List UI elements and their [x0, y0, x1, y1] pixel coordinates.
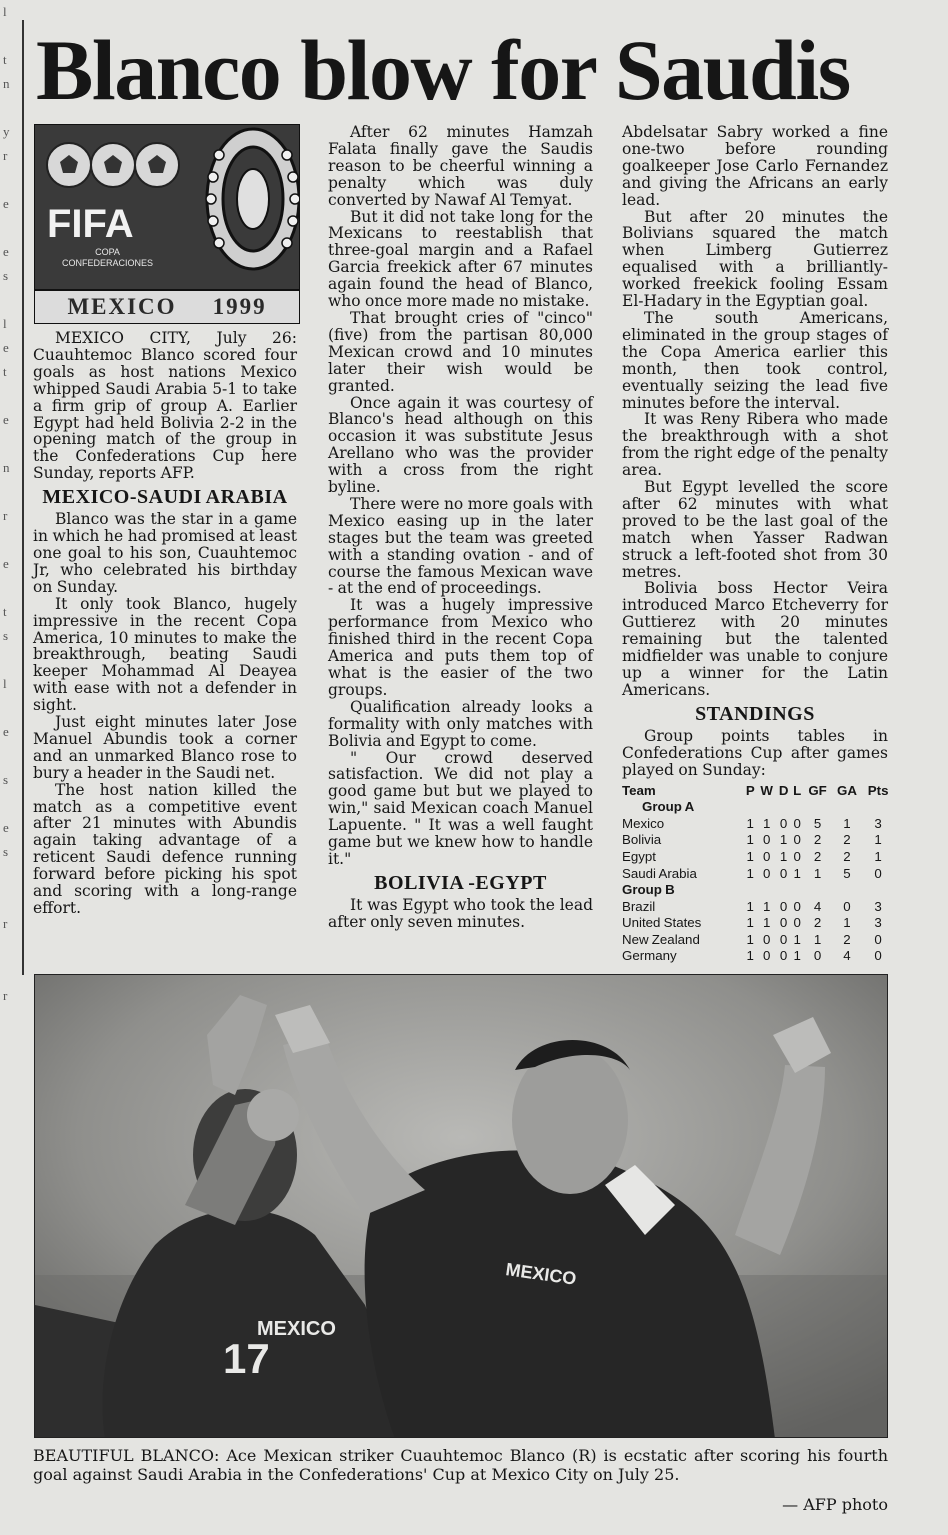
margin-fragment [3, 576, 22, 600]
article-intro: MEXICO CITY, July 26: Cuauhtemoc Blanco scored four goals as host nations Mexico whipped Saudi Arabia 5-1 to take a firm grip of group A. Earlier Egypt had held Bolivia 2-2 in the opening match of the group in the Confederations Cup here Sunday, reports AFP. [33, 329, 297, 483]
stat-cell: 1 [762, 898, 771, 914]
celebrating-players-photo [35, 975, 888, 1438]
header-cell: GA [837, 782, 857, 798]
stat-cell: 1 [843, 915, 851, 931]
stat-cell: 1 [793, 931, 801, 947]
header-cell: P [745, 782, 755, 798]
stat-cell: 1 [843, 815, 851, 831]
stat-cell: 4 [843, 948, 851, 964]
stat-cell: 0 [793, 898, 801, 914]
stat-cell: 2 [813, 848, 822, 864]
header-cell: D [778, 782, 789, 798]
stat-cell: 1 [762, 915, 771, 931]
standings-table [622, 783, 894, 966]
stat-cell: 2 [843, 931, 851, 947]
stat-cell: 0 [843, 898, 851, 914]
stat-cell: 2 [813, 915, 822, 931]
stat-cell: 0 [762, 832, 771, 848]
margin-fragment: e [3, 340, 9, 355]
stat-cell: 1 [813, 865, 822, 881]
header-cell: Team [622, 782, 656, 798]
team-name: Saudi Arabia [622, 865, 697, 881]
stat-cell: 1 [746, 865, 754, 881]
stat-cell: 1 [874, 848, 882, 864]
margin-fragment: e [3, 820, 9, 835]
margin-fragment: t [3, 52, 7, 67]
stat-cell: 1 [813, 931, 822, 947]
margin-fragment [3, 168, 22, 192]
margin-fragment [3, 960, 22, 984]
team-name: Egypt [622, 848, 657, 864]
margin-fragment [3, 792, 22, 816]
stat-cell: 0 [779, 915, 788, 931]
paragraph: It was a hugely impressive performance from Mexico who finished third in the recent Copa America and puts them top of what is the easier of the two groups. [328, 596, 593, 699]
team-name: United States [622, 915, 702, 931]
article-column-1 [33, 330, 297, 917]
paragraph: It was Reny Ribera who made the breakthrough with a shot from the right edge of the penalty area. [622, 410, 888, 480]
team-name: Germany [622, 948, 677, 964]
margin-fragment: s [3, 844, 9, 859]
margin-fragment: e [3, 724, 9, 739]
photo-credit: — AFP photo [782, 1495, 888, 1514]
margin-fragment [3, 696, 22, 720]
margin-fragment [3, 288, 22, 312]
subhead-standings: STANDINGS [695, 702, 815, 725]
margin-fragment: l [3, 316, 7, 331]
stat-cell: 0 [793, 915, 801, 931]
paragraph: " Our crowd deserved satisfaction. We did not play a good game but but we played to win," said Mexican coach Manuel Lapuente. " It was a well faught game but we knew how to handle it." [328, 748, 593, 868]
margin-fragment: t [3, 364, 7, 379]
stat-cell: 0 [779, 865, 788, 881]
stat-cell: 1 [746, 898, 754, 914]
logo-country: MEXICO [67, 294, 177, 319]
header-cell: W [760, 782, 773, 798]
group-label-row [622, 799, 894, 816]
stat-cell: 0 [779, 948, 788, 964]
margin-fragment: y [3, 124, 10, 139]
stat-cell: 0 [874, 948, 882, 964]
margin-fragment: l [3, 4, 7, 19]
stat-cell: 1 [779, 848, 788, 864]
standings-row [622, 899, 894, 916]
stat-cell: 0 [762, 848, 771, 864]
news-photo [34, 974, 888, 1438]
shirt-number: 17 [223, 1335, 270, 1382]
photo-caption: BEAUTIFUL BLANCO: Ace Mexican striker Cuauhtemoc Blanco (R) is ecstatic after scoring his fourth goal against Saudi Arabia in the Confederations' Cup at Mexico City on July 25. [33, 1446, 888, 1484]
paragraph: But it did not take long for the Mexicans to reestablish that three-goal margin and a Rafael Garcia freekick after 67 minutes again found the head of Blanco, who once more made no mistake. [328, 207, 593, 311]
fifa-wordmark: FIFA [47, 202, 134, 246]
margin-fragment: e [3, 196, 9, 211]
stat-cell: 3 [874, 915, 882, 931]
subhead-bolivia-egypt: BOLIVIA -EGYPT [374, 871, 547, 894]
paragraph: Just eight minutes later Jose Manuel Abundis took a corner and an unmarked Blanco rose to bury a header in the Saudi net. [33, 713, 297, 782]
team-name: New Zealand [622, 931, 700, 947]
stat-cell: 0 [793, 848, 801, 864]
margin-fragment: s [3, 628, 9, 643]
logo-copa-text: COPA [95, 247, 120, 257]
margin-fragment: r [3, 508, 8, 523]
stat-cell: 1 [746, 848, 754, 864]
paragraph: Abdelsatar Sabry worked a fine one-two before rounding goalkeeper Jose Carlo Fernandez and giving the Africans an early lead. [622, 123, 888, 209]
stat-cell: 0 [762, 865, 771, 881]
margin-fragment: r [3, 916, 8, 931]
team-name: Mexico [622, 815, 665, 831]
margin-fragment: n [3, 76, 10, 91]
column-divider [22, 20, 24, 975]
standings-row [622, 866, 894, 883]
margin-fragment: r [3, 148, 8, 163]
header-cell: L [793, 782, 802, 798]
shirt-text-left: MEXICO [257, 1318, 336, 1340]
standings-row [622, 849, 894, 866]
paragraph: The south Americans, eliminated in the group stages of the Copa America earlier this month, then took control, eventually seizing the lead five minutes before the interval. [622, 308, 888, 412]
standings-intro: Group points tables in Confederations Cup after games played on Sunday: [622, 726, 888, 779]
paragraph: There were no more goals with Mexico easing up in the later stages but the team was greeted with a standing ovation - and of course the famous Mexican wave - at the end of proceedings. [328, 494, 594, 598]
stat-cell: 1 [874, 832, 882, 848]
stat-cell: 1 [779, 832, 788, 848]
stat-cell: 1 [793, 865, 801, 881]
margin-fragment: s [3, 268, 9, 283]
margin-fragment: e [3, 412, 9, 427]
margin-fragment [3, 936, 22, 960]
standings-row [622, 832, 894, 849]
margin-fragment [3, 432, 22, 456]
adjacent-column-fragment [0, 0, 22, 1000]
logo-year: 1999 [212, 294, 267, 319]
logo-band [35, 289, 299, 323]
stat-cell: 1 [762, 815, 771, 831]
stat-cell: 0 [813, 948, 822, 964]
stat-cell: 1 [746, 832, 754, 848]
margin-fragment [3, 216, 22, 240]
stat-cell: 5 [813, 815, 822, 831]
margin-fragment: e [3, 556, 9, 571]
margin-fragment: t [3, 604, 7, 619]
paragraph: But Egypt levelled the score after 62 minutes with what proved to be the last goal of the match when Yasser Radwan struck a left-footed shot from 30 metres. [622, 478, 888, 581]
stat-cell: 0 [779, 898, 788, 914]
margin-fragment [3, 744, 22, 768]
stat-cell: 0 [779, 931, 788, 947]
paragraph: It was Egypt who took the lead after only seven minutes. [328, 895, 593, 931]
margin-fragment [3, 24, 22, 48]
team-name: Bolivia [622, 832, 662, 848]
stat-cell: 3 [874, 815, 882, 831]
stat-cell: 1 [746, 948, 754, 964]
article-column-2 [328, 124, 593, 931]
stat-cell: 1 [746, 815, 754, 831]
margin-fragment: n [3, 460, 10, 475]
standings-row [622, 816, 894, 833]
logo-confederaciones-text: CONFEDERACIONES [61, 258, 153, 268]
standings-header-row [622, 783, 894, 800]
margin-fragment [3, 864, 22, 888]
paragraph: That brought cries of "cinco" (five) from the partisan 80,000 Mexican crowd and 10 minutes later their wish would be granted. [328, 308, 593, 395]
logo-subtitle [45, 247, 170, 269]
paragraph: But after 20 minutes the Bolivians squared the match when Limberg Gutierrez equalised with a brilliantly-worked freekick fooling Essam El-Hadary in the Egyptian goal. [622, 207, 888, 311]
stat-cell: 1 [746, 915, 754, 931]
margin-fragment [3, 96, 22, 120]
margin-fragment [3, 384, 22, 408]
stat-cell: 5 [843, 865, 851, 881]
paragraph: It only took Blanco, hugely impressive in the recent Copa America, 10 minutes to make the breakthrough, beating Saudi keeper Mohammad Al Deayea with ease with not a defender in sight. [33, 594, 297, 715]
stat-cell: 0 [762, 948, 771, 964]
margin-fragment [3, 888, 22, 912]
margin-fragment: r [3, 988, 8, 1000]
subhead-mexico-saudi: MEXICO-SAUDI ARABIA [42, 486, 288, 509]
margin-fragment: e [3, 244, 9, 259]
paragraph: Bolivia boss Hector Veira introduced Marco Etcheverry for Guttierez with 20 minutes remaining but the talented midfielder was unable to conjure up a winner for the Latin Americans. [622, 579, 888, 699]
standings-body [622, 799, 894, 965]
headline: Blanco blow for Saudis [36, 22, 850, 118]
stat-cell: 0 [779, 815, 788, 831]
margin-fragment: l [3, 676, 7, 691]
stat-cell: 3 [874, 898, 882, 914]
stat-cell: 0 [874, 865, 882, 881]
stat-cell: 2 [843, 848, 851, 864]
group-a-label: Group A [642, 799, 695, 815]
header-cell: GF [808, 782, 827, 798]
stat-cell: 1 [793, 948, 801, 964]
confederations-cup-logo [34, 124, 300, 324]
standings-row [622, 915, 894, 932]
stat-cell: 4 [813, 898, 822, 914]
paragraph: Once again it was courtesy of Blanco's head although on this occasion it was substitute Jesus Arellano who was the provider with a cross from the right byline. [328, 393, 593, 497]
stat-cell: 2 [813, 832, 822, 848]
group-b-label: Group B [622, 882, 675, 898]
standings-row [622, 932, 894, 949]
header-cell: Pts [867, 782, 889, 798]
paragraph: The host nation killed the match as a competitive event after 21 minutes with Abundis again taking advantage of a reticent Saudi defence running forward before picking his spot and scoring with a long-range effort. [33, 780, 297, 917]
paragraph: Qualification already looks a formality with only matches with Bolivia and Egypt to come. [328, 697, 593, 750]
margin-fragment: s [3, 772, 9, 787]
stat-cell: 0 [793, 832, 801, 848]
stat-cell: 1 [746, 931, 754, 947]
stat-cell: 0 [762, 931, 771, 947]
margin-fragment [3, 528, 22, 552]
paragraph: Blanco was the star in a game in which he had promised at least one goal to his son, Cuauhtemoc Jr, who celebrated his birthday on Sunday. [33, 510, 297, 596]
standings-row [622, 948, 894, 965]
margin-fragment [3, 648, 22, 672]
article-column-3 [622, 124, 888, 965]
margin-fragment [3, 480, 22, 504]
stat-cell: 0 [793, 815, 801, 831]
group-label-row [622, 882, 894, 899]
stat-cell: 0 [874, 931, 882, 947]
shirt-text-right: MEXICO [504, 1259, 578, 1289]
paragraph: After 62 minutes Hamzah Falata finally gave the Saudis reason to be cheerful winning a penalty which was duly converted by Nawaf Al Temyat. [328, 123, 593, 209]
stat-cell: 2 [843, 832, 851, 848]
team-name: Brazil [622, 898, 656, 914]
